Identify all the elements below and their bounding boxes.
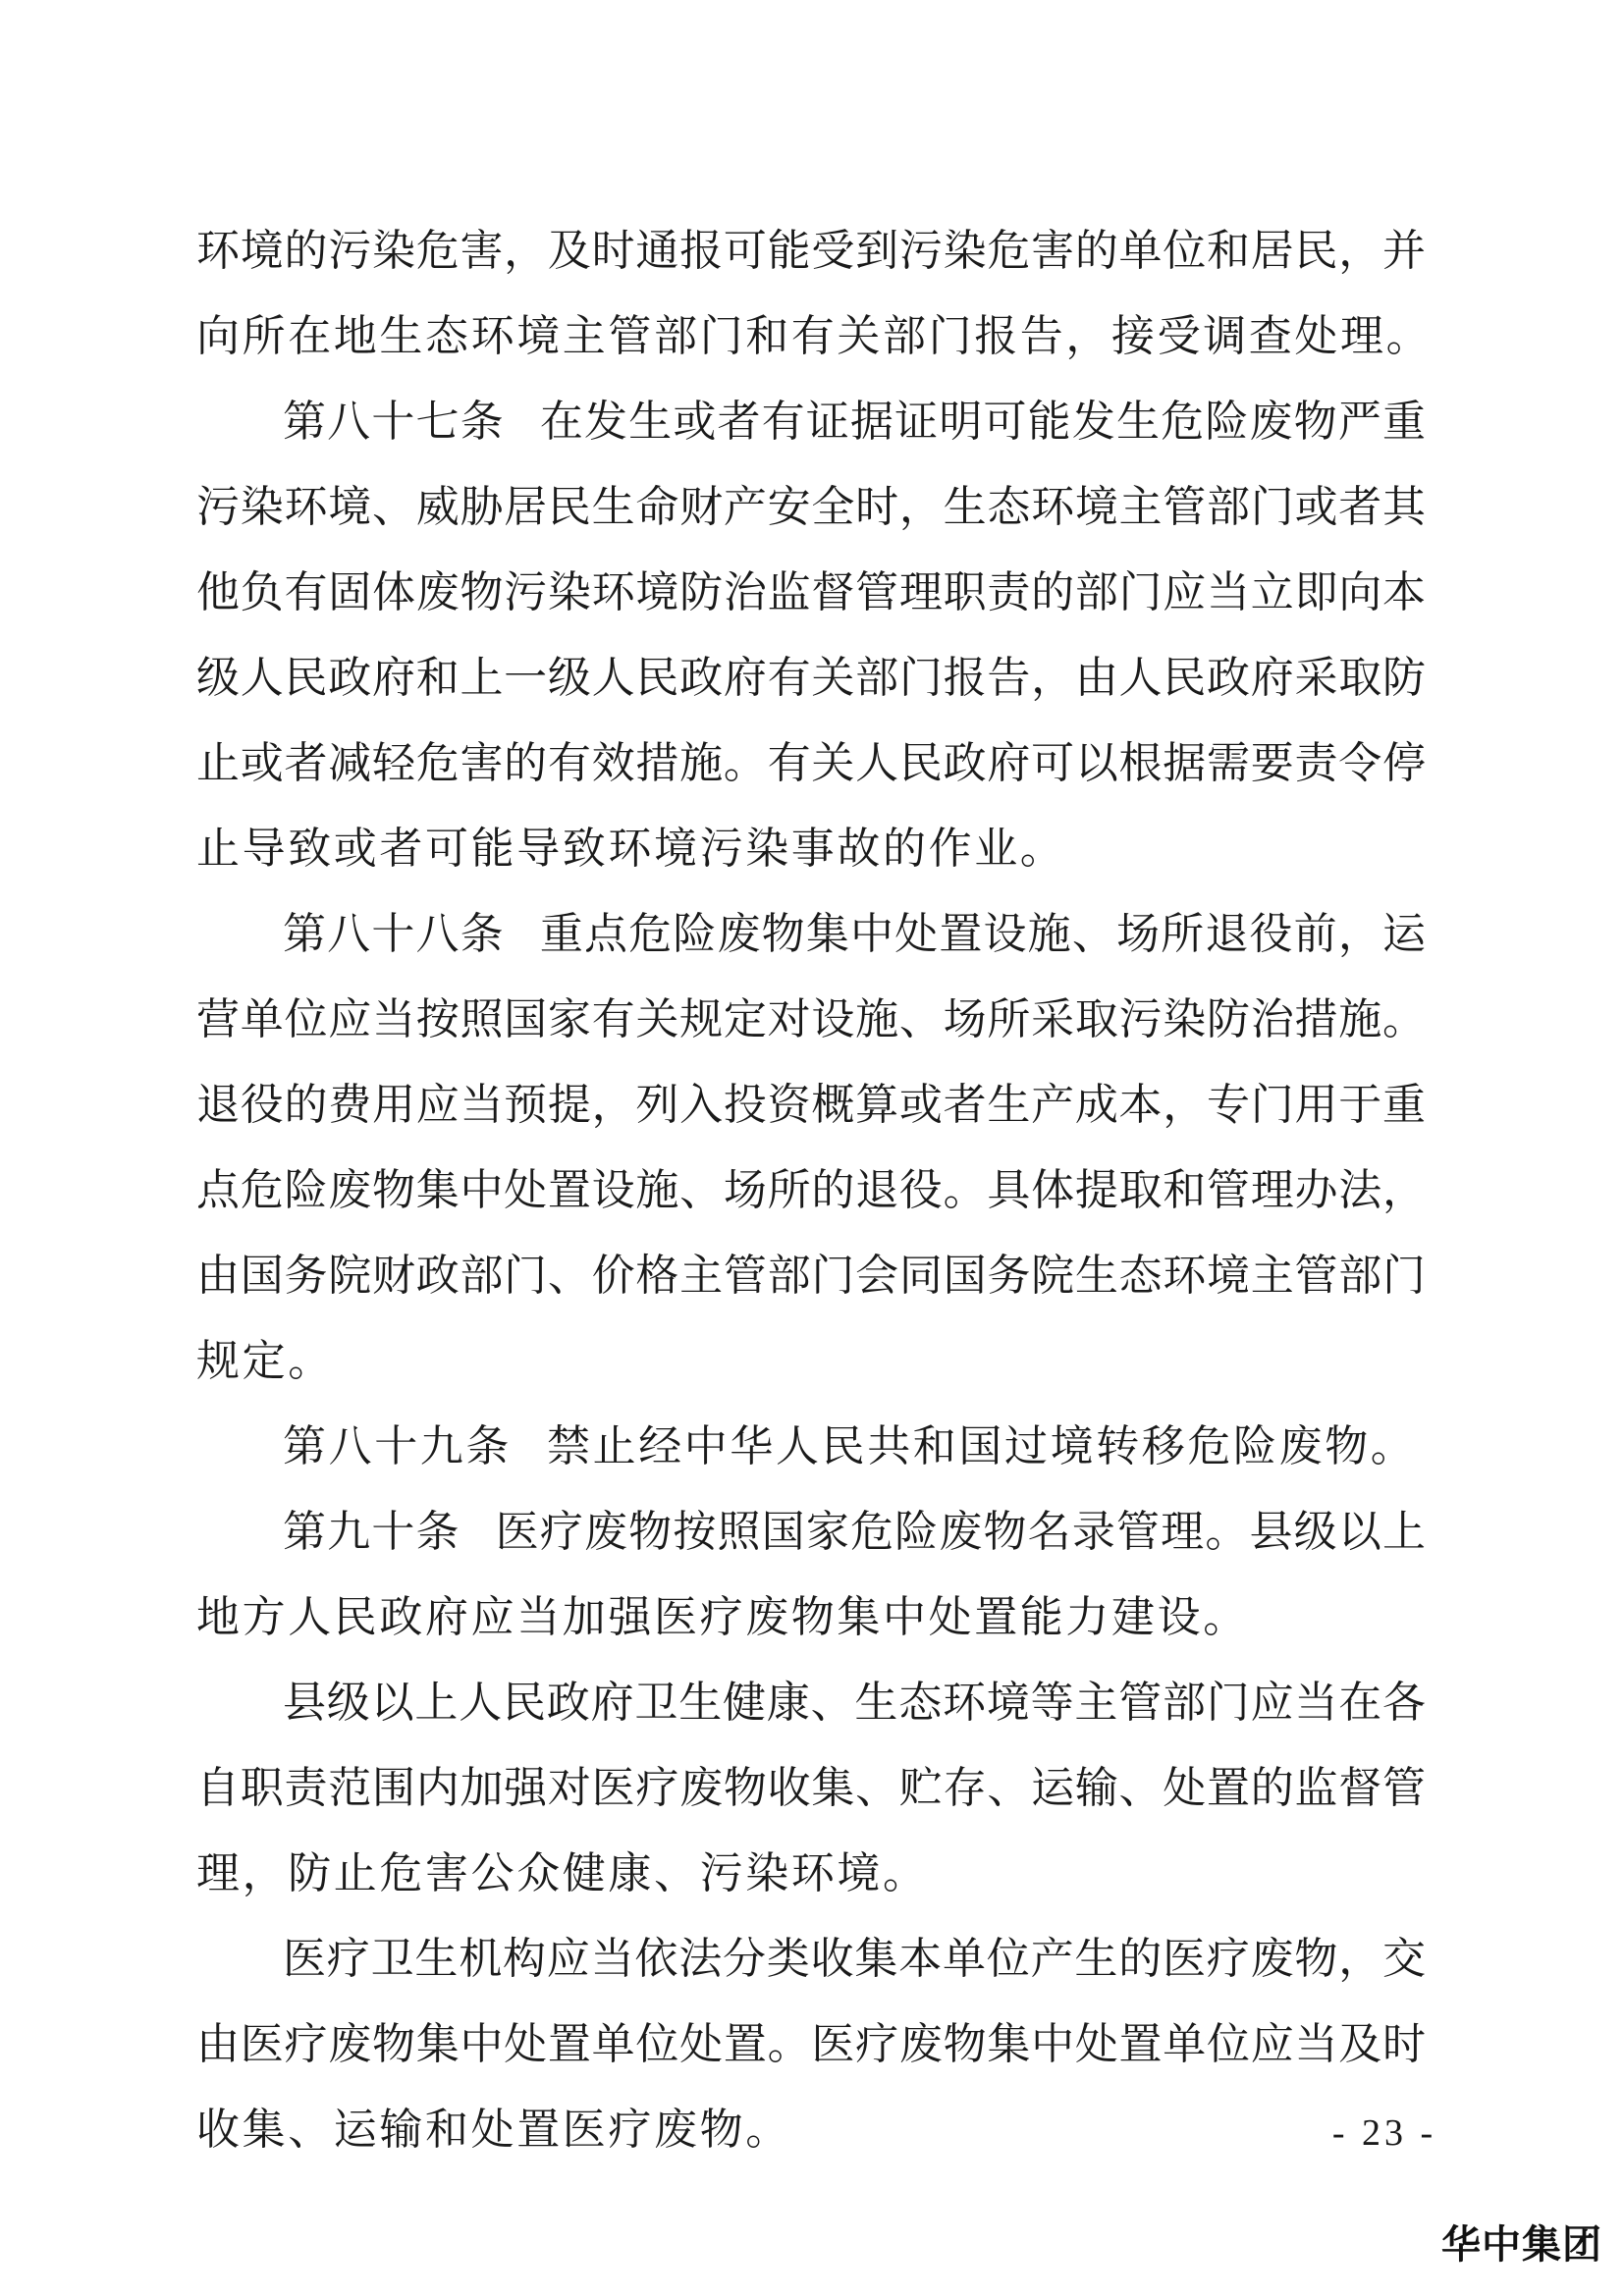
article-87-line bbox=[196, 379, 1426, 464]
page-number: - 23 - bbox=[1331, 2112, 1437, 2154]
text-line: 向所在地生态环境主管部门和有关部门报告，接受调查处理。 bbox=[196, 311, 1433, 361]
article-heading: 第八十七条 bbox=[283, 397, 505, 447]
text-line: 自职责范围内加强对医疗废物收集、贮存、运输、处置的监督管 bbox=[196, 1763, 1426, 1813]
article-text: 在发生或者有证据证明可能发生危险废物严重 bbox=[539, 397, 1427, 447]
article-89-line bbox=[196, 1404, 1426, 1489]
text-line: 医疗卫生机构应当依法分类收集本单位产生的医疗废物，交 bbox=[283, 1934, 1426, 1984]
text-line: 退役的费用应当预提，列入投资概算或者生产成本，专门用于重 bbox=[196, 1080, 1426, 1130]
article-text: 禁止经中华人民共和国过境转移危险废物。 bbox=[547, 1421, 1417, 1471]
text-line: 点危险废物集中处置设施、场所的退役。具体提取和管理办法， bbox=[196, 1165, 1426, 1215]
article-heading: 第八十八条 bbox=[283, 909, 505, 959]
document-body bbox=[196, 208, 1433, 2172]
text-line: 止导致或者可能导致环境污染事故的作业。 bbox=[196, 824, 1066, 874]
text-line: 营单位应当按照国家有关规定对设施、场所采取污染防治措施。 bbox=[196, 994, 1426, 1044]
text-line: 环境的污染危害，及时通报可能受到污染危害的单位和居民，并 bbox=[196, 226, 1426, 276]
article-heading: 第九十条 bbox=[283, 1507, 460, 1557]
text-line: 由国务院财政部门、价格主管部门会同国务院生态环境主管部门 bbox=[196, 1251, 1426, 1301]
text-line: 理，防止危害公众健康、污染环境。 bbox=[196, 1848, 929, 1898]
watermark-logo: 华中集团 bbox=[1441, 2222, 1602, 2268]
article-text: 重点危险废物集中处置设施、场所退役前，运 bbox=[539, 909, 1427, 959]
article-heading: 第八十九条 bbox=[283, 1421, 512, 1471]
text-line: 污染环境、威胁居民生命财产安全时，生态环境主管部门或者其 bbox=[196, 482, 1426, 532]
text-line: 规定。 bbox=[196, 1336, 334, 1386]
article-text: 医疗废物按照国家危险废物名录管理。县级以上 bbox=[495, 1507, 1427, 1557]
text-line: 地方人民政府应当加强医疗废物集中处置能力建设。 bbox=[196, 1592, 1249, 1642]
text-line: 由医疗废物集中处置单位处置。医疗废物集中处置单位应当及时 bbox=[196, 2019, 1426, 2069]
text-line: 县级以上人民政府卫生健康、生态环境等主管部门应当在各 bbox=[283, 1678, 1426, 1728]
article-90-line bbox=[196, 1489, 1426, 1575]
article-88-line bbox=[196, 891, 1426, 977]
text-line: 收集、运输和处置医疗废物。 bbox=[196, 2105, 791, 2155]
text-line: 级人民政府和上一级人民政府有关部门报告，由人民政府采取防 bbox=[196, 653, 1426, 703]
text-line: 止或者减轻危害的有效措施。有关人民政府可以根据需要责令停 bbox=[196, 738, 1426, 788]
text-line: 他负有固体废物污染环境防治监督管理职责的部门应当立即向本 bbox=[196, 567, 1426, 617]
